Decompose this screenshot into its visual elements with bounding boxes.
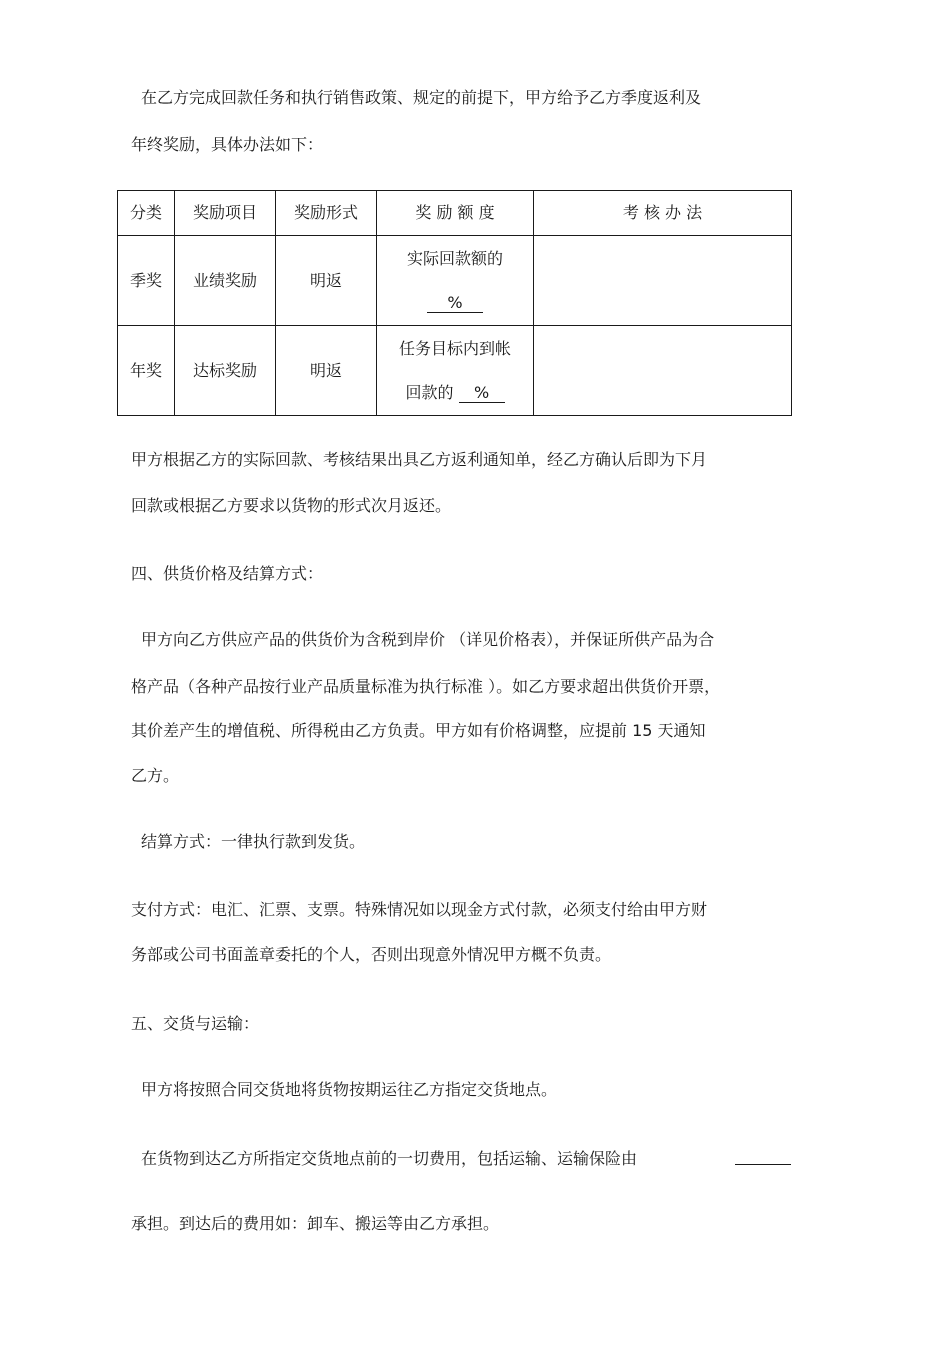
table-row	[118, 326, 792, 416]
settlement-method: 结算方式：一律执行款到发货。	[141, 832, 366, 851]
carrier-blank	[735, 1164, 791, 1165]
row-form: 明返	[276, 326, 377, 416]
header-method: 考 核 办 法	[534, 191, 792, 236]
row-item: 达标奖励	[175, 326, 276, 416]
amount-percent-blank: %	[459, 384, 505, 403]
section5-para1: 甲方将按照合同交货地将货物按期运往乙方指定交货地点。	[141, 1080, 558, 1099]
section4-para1-line-1: 甲方向乙方供应产品的供货价为含税到岸价 （详见价格表），并保证所供产品为合	[141, 630, 715, 649]
header-item: 奖励项目	[175, 191, 276, 236]
row-item: 业绩奖励	[175, 236, 276, 326]
section4-para1-line-4: 乙方。	[131, 766, 180, 785]
payment-line-2: 务部或公司书面盖章委托的个人，否则出现意外情况甲方概不负责。	[131, 945, 612, 964]
intro-line-2: 年终奖励，具体办法如下：	[131, 135, 324, 154]
row-method	[534, 326, 792, 416]
amount-prefix: 回款的	[405, 382, 454, 402]
header-form: 奖励形式	[276, 191, 377, 236]
row-form: 明返	[276, 236, 377, 326]
section4-para1-line-2: 格产品（各种产品按行业产品质量标准为执行标准 ）。如乙方要求超出供货价开票，	[131, 677, 721, 696]
section4-heading: 四、供货价格及结算方式：	[131, 564, 324, 583]
row-category: 年奖	[118, 326, 175, 416]
row-method	[534, 236, 792, 326]
section5-para2-line-2: 承担。到达后的费用如：卸车、搬运等由乙方承担。	[131, 1214, 500, 1233]
amount-percent-blank: %	[427, 294, 483, 313]
section5-para2-line-1: 在货物到达乙方所指定交货地点前的一切费用，包括运输、运输保险由	[141, 1149, 638, 1168]
amount-text: 实际回款额的	[406, 248, 503, 268]
header-category: 分类	[118, 191, 175, 236]
header-amount: 奖 励 额 度	[377, 191, 534, 236]
amount-line-2	[405, 383, 504, 403]
amount-text: 任务目标内到帐	[398, 338, 511, 358]
after-table-line-1: 甲方根据乙方的实际回款、考核结果出具乙方返利通知单，经乙方确认后即为下月	[131, 450, 708, 469]
row-category: 季奖	[118, 236, 175, 326]
section4-para1-line-3: 其价差产生的增值税、所得税由乙方负责。甲方如有价格调整，应提前 15 天通知	[131, 721, 706, 740]
table-row	[118, 236, 792, 326]
row-amount	[377, 326, 534, 416]
table-header-row	[118, 191, 792, 236]
payment-line-1: 支付方式：电汇、汇票、支票。特殊情况如以现金方式付款，必须支付给由甲方财	[131, 900, 708, 919]
section5-heading: 五、交货与运输：	[131, 1014, 260, 1033]
reward-table	[117, 190, 792, 416]
row-amount	[377, 236, 534, 326]
intro-line-1: 在乙方完成回款任务和执行销售政策、规定的前提下，甲方给予乙方季度返利及	[141, 88, 702, 107]
after-table-line-2: 回款或根据乙方要求以货物的形式次月返还。	[131, 496, 452, 515]
